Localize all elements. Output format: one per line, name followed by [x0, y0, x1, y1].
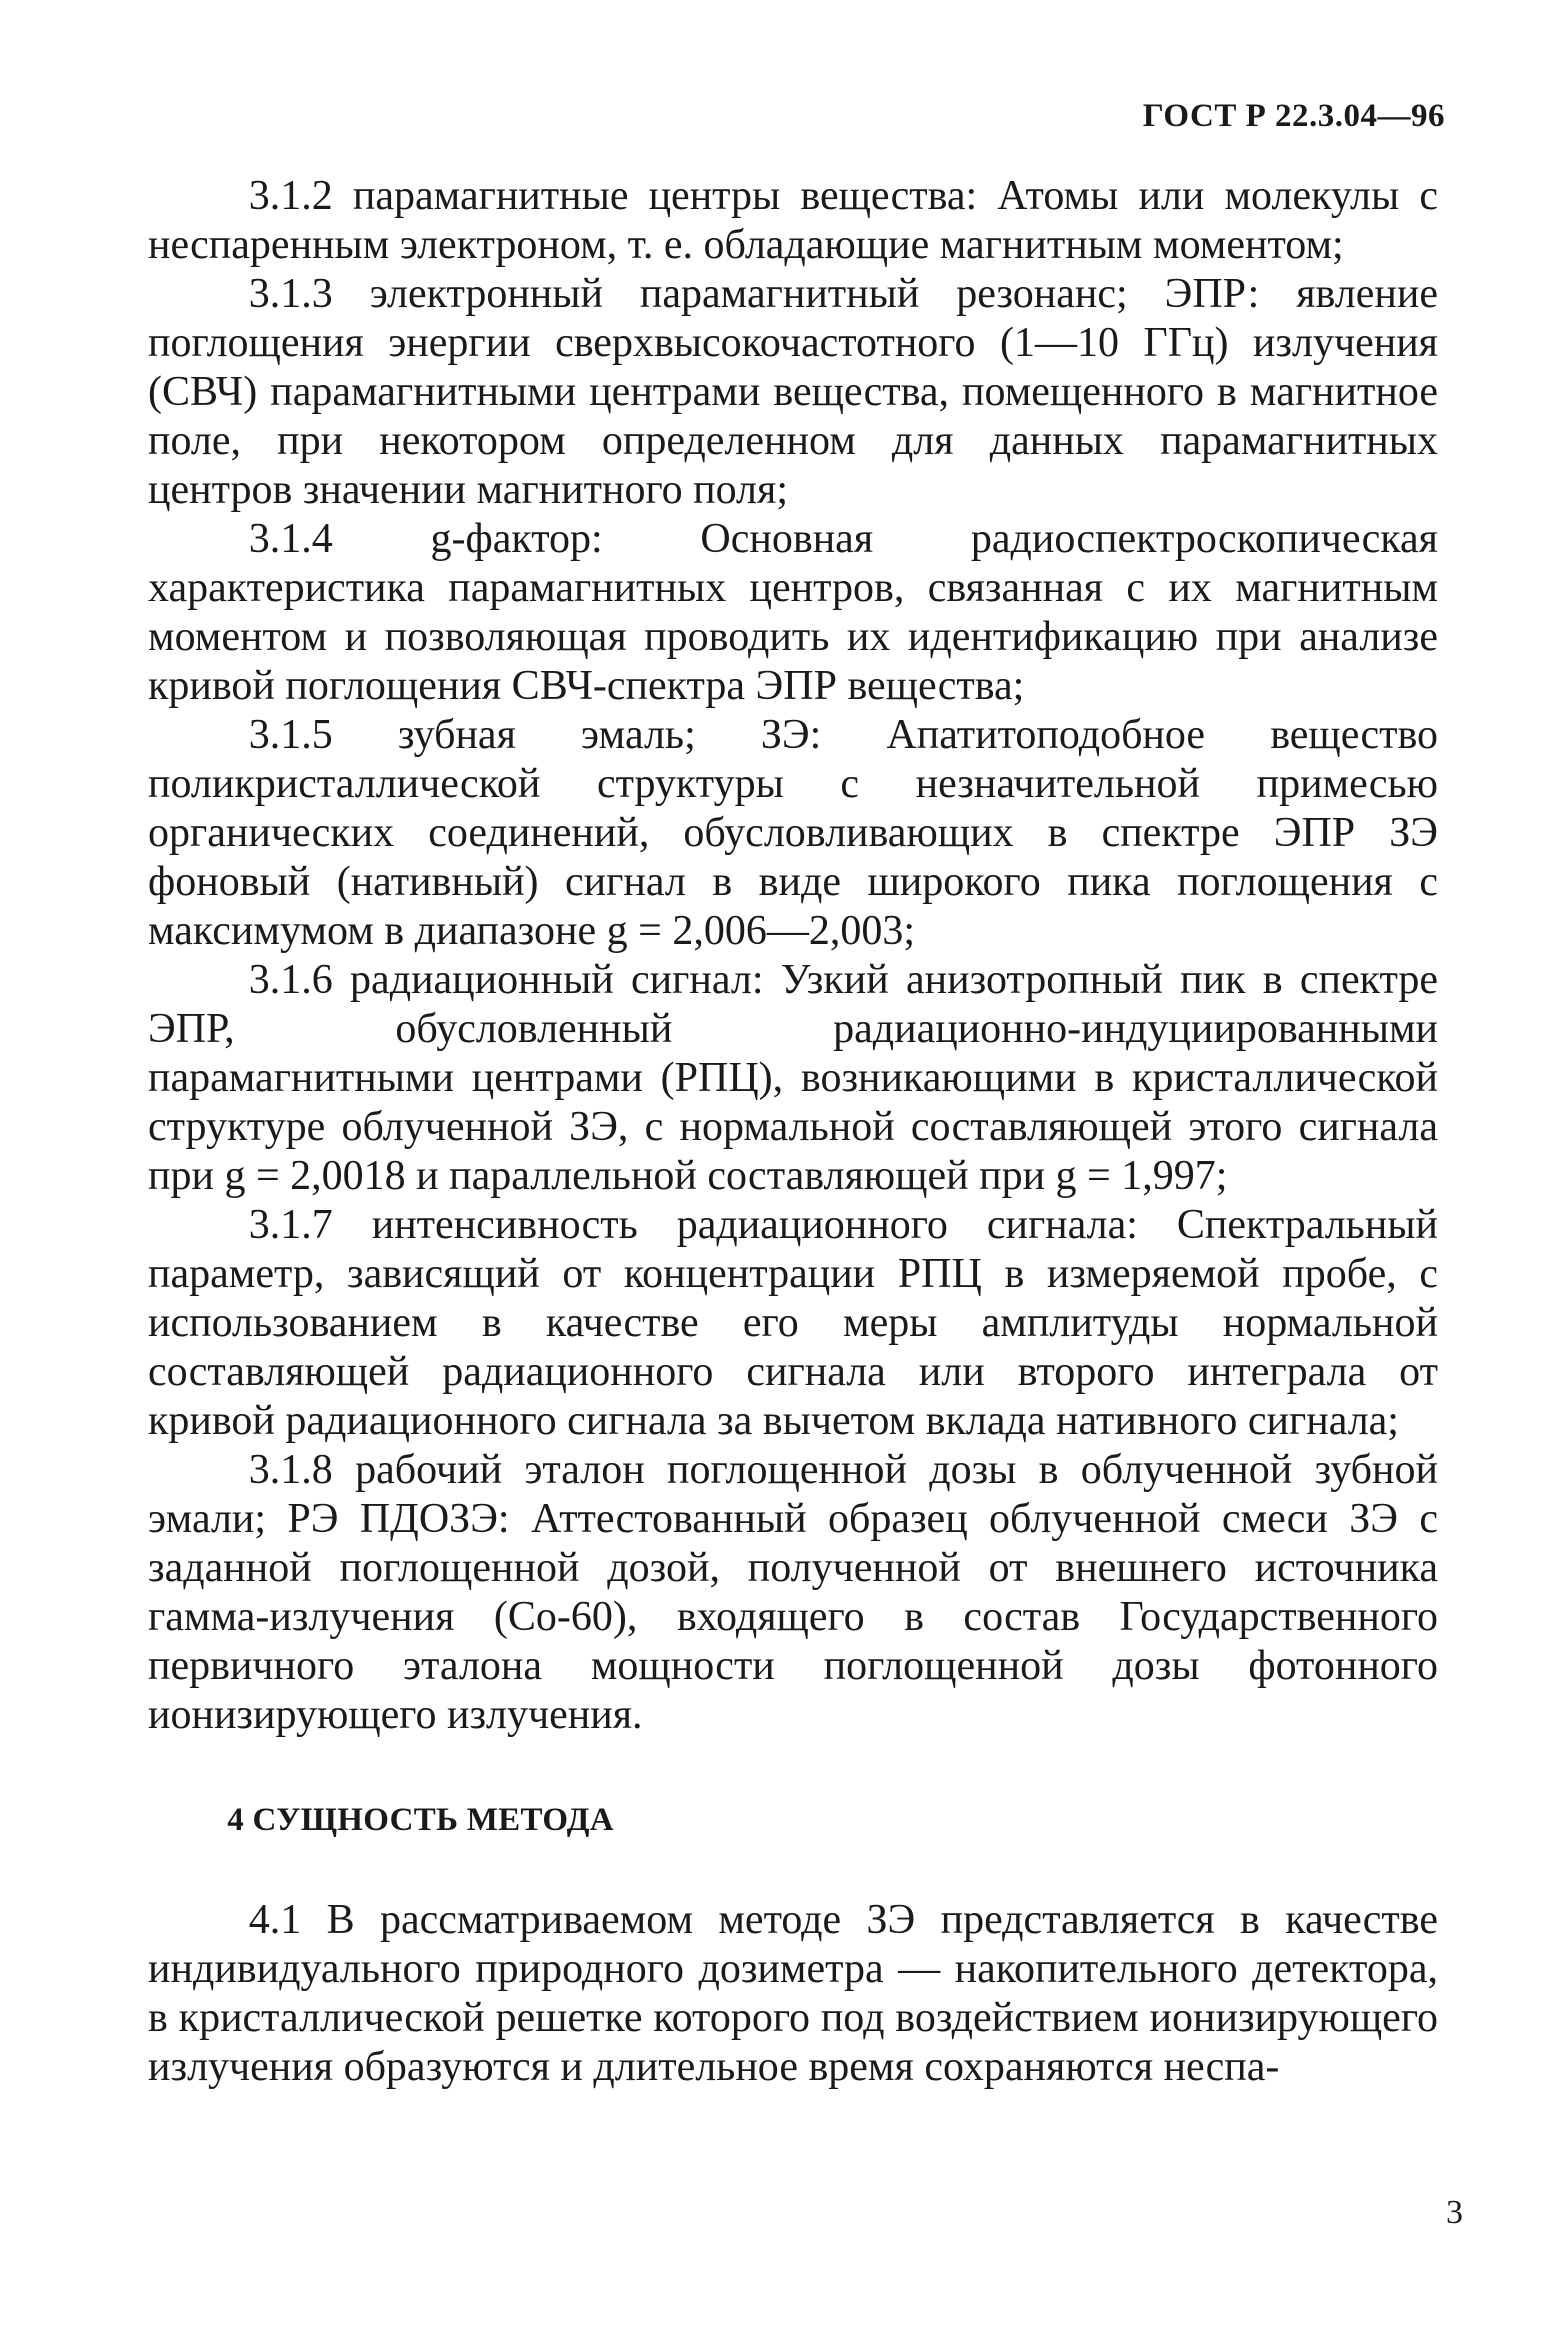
definition-3-1-2: 3.1.2 парамагнитные центры вещества: Атомы или молекулы с неспаренным электроном, т. е. обладающие магнитным моментом; — [148, 173, 1438, 268]
standard-code-header: ГОСТ Р 22.3.04—96 — [1142, 98, 1445, 134]
section-paragraph-4-1: 4.1 В рассматриваемом методе ЗЭ представляется в качестве индивидуального природного дозиметра — накопительного детектора, в кристаллической решетке которого под воздействием ионизирующего излучения образуются и длительное время сохраняются неспа- — [148, 1897, 1438, 2090]
document-body — [148, 172, 1438, 2092]
section-heading: 4 СУЩНОСТЬ МЕТОДА — [227, 1802, 614, 1838]
definition-3-1-5: 3.1.5 зубная эмаль; ЗЭ: Апатитоподобное вещество поликристаллической структуры с незначительной примесью органических соединений, обусловливающих в спектре ЭПР ЗЭ фоновый (нативный) сигнал в виде широкого пика поглощения с максимумом в диапазоне g = 2,006—2,003; — [148, 712, 1438, 954]
definition-3-1-8: 3.1.8 рабочий эталон поглощенной дозы в облученной зубной эмали; РЭ ПДОЗЭ: Аттестованный образец облученной смеси ЗЭ с заданной поглощенной дозой, полученной от внешнего источника гамма-излучения (Со-60), входящего в состав Государственного первичного эталона мощности поглощенной дозы фотонного ионизирующего излучения. — [148, 1447, 1438, 1738]
definition-3-1-4: 3.1.4 g-фактор: Основная радиоспектроскопическая характеристика парамагнитных центров, связанная с их магнитным моментом и позволяющая проводить их идентификацию при анализе кривой поглощения СВЧ-спектра ЭПР вещества; — [148, 516, 1438, 709]
definition-3-1-3: 3.1.3 электронный парамагнитный резонанс; ЭПР: явление поглощения энергии сверхвысокочастотного (1—10 ГГц) излучения (СВЧ) парамагнитными центрами вещества, помещенного в магнитное поле, при некотором определенном для данных парамагнитных центров значении магнитного поля; — [148, 271, 1438, 513]
definition-3-1-7: 3.1.7 интенсивность радиационного сигнала: Спектральный параметр, зависящий от концентрации РПЦ в измеряемой пробе, с использованием в качестве его меры амплитуды нормальной составляющей радиационного сигнала или второго интеграла от кривой радиационного сигнала за вычетом вклада нативного сигнала; — [148, 1202, 1438, 1444]
definition-3-1-6: 3.1.6 радиационный сигнал: Узкий анизотропный пик в спектре ЭПР, обусловленный радиационно-индуциированными парамагнитными центрами (РПЦ), возникающими в кристаллической структуре облученной ЗЭ, с нормальной составляющей этого сигнала при g = 2,0018 и параллельной составляющей при g = 1,997; — [148, 957, 1438, 1199]
page-number: 3 — [1446, 2194, 1463, 2231]
